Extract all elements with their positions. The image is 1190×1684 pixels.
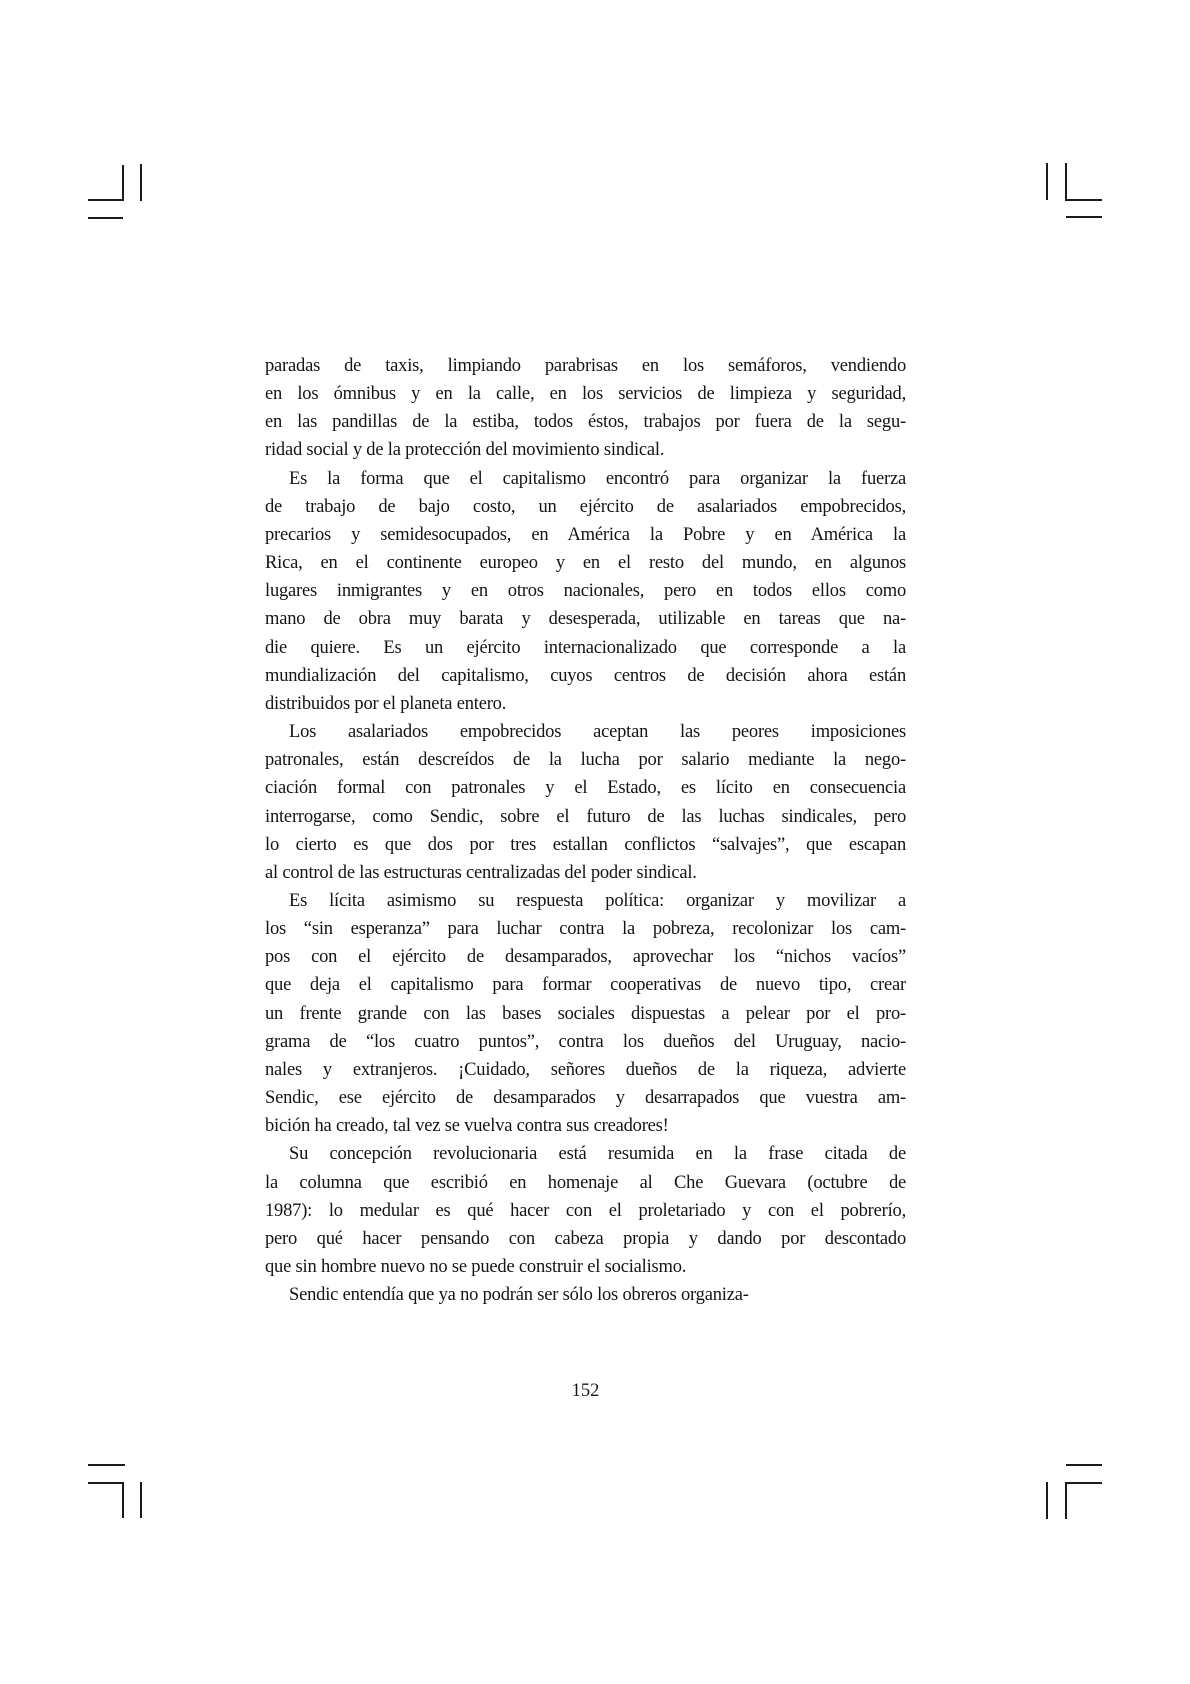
text-line: lo cierto es que dos por tres estallan conflictos “salvajes”, que escapan: [265, 834, 906, 855]
text-line: la columna que escribió en homenaje al Che Guevara (octubre de: [265, 1172, 906, 1193]
text-line: bición ha creado, tal vez se vuelva contra sus creadores!: [265, 1116, 669, 1137]
crop-mark-line: [88, 1464, 125, 1466]
text-line: patronales, están descreídos de la lucha por salario mediante la nego-: [265, 750, 906, 771]
text-line: en los ómnibus y en la calle, en los servicios de limpieza y seguridad,: [265, 384, 906, 405]
crop-mark-line: [88, 217, 123, 219]
text-line: Sendic entendía que ya no podrán ser sólo los obreros organiza-: [289, 1285, 749, 1306]
text-line: interrogarse, como Sendic, sobre el futuro de las luchas sindicales, pero: [265, 806, 906, 827]
text-line: lugares inmigrantes y en otros nacionales, pero en todos ellos como: [265, 581, 906, 602]
crop-mark-line: [88, 199, 124, 201]
crop-mark-line: [140, 1482, 142, 1518]
crop-mark-line: [1046, 163, 1048, 200]
text-line: ridad social y de la protección del movimiento sindical.: [265, 440, 665, 461]
text-line: Es la forma que el capitalismo encontró para organizar la fuerza: [289, 468, 906, 489]
crop-mark-line: [1065, 1482, 1102, 1484]
crop-mark-line: [1066, 1464, 1102, 1466]
text-line: mano de obra muy barata y desesperada, utilizable en tareas que na-: [265, 609, 906, 630]
page-number: 152: [571, 1381, 600, 1401]
text-line: pero qué hacer pensando con cabeza propia y dando por descontado: [265, 1228, 906, 1249]
text-line: de trabajo de bajo costo, un ejército de asalariados empobrecidos,: [265, 496, 906, 517]
text-line: que deja el capitalismo para formar cooperativas de nuevo tipo, crear: [265, 975, 906, 996]
crop-mark-line: [1046, 1482, 1048, 1519]
crop-mark-line: [140, 164, 142, 201]
text-line: die quiere. Es un ejército internacionalizado que corresponde a la: [265, 637, 906, 658]
text-line: grama de “los cuatro puntos”, contra los dueños del Uruguay, nacio-: [265, 1031, 906, 1052]
text-line: mundialización del capitalismo, cuyos centros de decisión ahora están: [265, 665, 906, 686]
text-line: nales y extranjeros. ¡Cuidado, señores dueños de la riqueza, advierte: [265, 1059, 906, 1080]
text-line: precarios y semidesocupados, en América la Pobre y en América la: [265, 524, 906, 545]
crop-mark-line: [1065, 1482, 1067, 1519]
crop-mark-line: [122, 165, 124, 201]
text-line: paradas de taxis, limpiando parabrisas en los semáforos, vendiendo: [265, 356, 906, 376]
text-line: distribuidos por el planeta entero.: [265, 693, 507, 714]
text-line: en las pandillas de la estiba, todos éstos, trabajos por fuera de la segu-: [265, 412, 906, 433]
text-line: Es lícita asimismo su respuesta política: organizar y movilizar a: [289, 890, 906, 911]
text-line: los “sin esperanza” para luchar contra la pobreza, recolonizar los cam-: [265, 919, 906, 940]
crop-mark-line: [1066, 216, 1102, 218]
text-line: 1987): lo medular es qué hacer con el proletariado y con el pobrerío,: [265, 1200, 906, 1221]
text-line: Rica, en el continente europeo y en el resto del mundo, en algunos: [265, 553, 906, 574]
crop-mark-line: [88, 1482, 124, 1484]
text-line: Los asalariados empobrecidos aceptan las peores imposiciones: [289, 722, 906, 743]
text-line: Su concepción revolucionaria está resumida en la frase citada de: [289, 1144, 906, 1165]
crop-mark-line: [1065, 163, 1067, 201]
crop-mark-line: [1065, 199, 1102, 201]
text-line: pos con el ejército de desamparados, aprovechar los “nichos vacíos”: [265, 947, 906, 968]
text-line: un frente grande con las bases sociales dispuestas a pelear por el pro-: [265, 1003, 906, 1024]
crop-mark-line: [122, 1482, 124, 1518]
text-line: Sendic, ese ejército de desamparados y desarrapados que vuestra am-: [265, 1088, 906, 1109]
text-line: ciación formal con patronales y el Estado, es lícito en consecuencia: [265, 778, 906, 799]
text-line: que sin hombre nuevo no se puede construir el socialismo.: [265, 1257, 687, 1277]
text-block: [265, 352, 906, 1309]
text-line: al control de las estructuras centralizadas del poder sindical.: [265, 862, 697, 883]
